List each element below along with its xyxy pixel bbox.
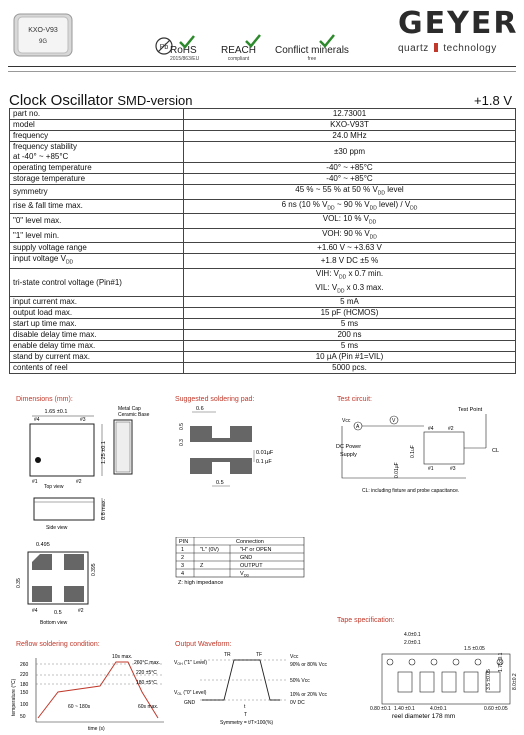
sprocket-hole	[387, 659, 393, 665]
spec-value: -40° ~ +85°C	[184, 174, 516, 185]
oscillator-photo	[8, 6, 78, 64]
spec-value: KXO-V93T	[184, 120, 516, 131]
spec-row	[10, 131, 516, 142]
cap-0p1: 0.1uF	[410, 445, 416, 458]
conflict-badge	[275, 45, 349, 62]
spec-value: VOL: 10 % $V_{DD}$	[184, 214, 516, 229]
tape-pocket	[420, 672, 434, 692]
svg-text:0.35: 0.35	[16, 578, 22, 588]
reflow-220: 220 ±5°C	[136, 670, 157, 676]
reach-label: REACH	[221, 45, 257, 56]
pin-cell: "L" (0V)	[200, 547, 219, 553]
rohs-sub: 2015/863/EU	[170, 56, 200, 62]
soldering-pad-heading: Suggested soldering pad:	[175, 396, 255, 403]
spec-value: 10 µA (Pin #1=VIL)	[184, 352, 516, 363]
wave-tr: TR	[224, 652, 231, 658]
pin-cell: OUTPUT	[240, 563, 263, 569]
tape-d9: 4.0±0.1	[430, 706, 447, 712]
voltage-label: +1.8 V	[474, 93, 512, 108]
spec-row	[10, 109, 516, 120]
dim-width: 1.65 ±0.1	[44, 409, 68, 415]
pin-cell: 3	[181, 563, 185, 569]
spec-row	[10, 214, 516, 229]
tape-d1: 4.0±0.1	[404, 632, 421, 638]
wave-tf: TF	[256, 652, 263, 658]
check-icon	[178, 34, 196, 50]
voh-label: $V_{OH}$ ("1" Level)	[174, 660, 207, 666]
spec-row	[10, 174, 516, 185]
spec-label: model	[10, 120, 184, 131]
vol-label: $V_{OL}$ ("0" Level)	[174, 690, 207, 696]
tape-d8: 1.40 ±0.1	[394, 706, 415, 712]
spec-value: VIH: $V_{DD}$ x 0.7 min. VIL: $V_{DD}$ x 0.3 max.	[184, 268, 516, 296]
spec-label: frequency	[10, 131, 184, 142]
reflow-chart	[8, 648, 168, 734]
spec-label: "1" level min.	[10, 228, 184, 243]
logo-bar-icon	[434, 43, 438, 52]
dim-pad-gap: 0.5	[54, 610, 62, 616]
sprocket-hole	[453, 659, 459, 665]
check-icon	[318, 33, 336, 49]
ammeter-icon: A	[356, 424, 360, 430]
conflict-sub: free	[307, 56, 317, 62]
pad-d1: 0.6	[196, 406, 204, 412]
reflow-180: 180 ±5°C	[136, 680, 157, 686]
tape-d6: 8.0±0.2	[512, 673, 518, 690]
spec-label: "0" level max.	[10, 214, 184, 229]
cap-c1: 0.01µF	[256, 450, 274, 456]
reel-diameter: reel diameter 178 mm	[392, 713, 456, 720]
spec-label: enable delay time max.	[10, 341, 184, 352]
page-title: Clock Oscillator SMD-version	[9, 92, 193, 109]
svg-text:#4: #4	[34, 417, 40, 423]
spec-row	[10, 185, 516, 200]
svg-text:#2: #2	[448, 426, 454, 432]
dimensions-drawing	[10, 402, 160, 632]
dim-pad-h: 0.395	[91, 563, 97, 576]
svg-text:#1: #1	[32, 479, 38, 485]
spec-row	[10, 319, 516, 330]
wave-90: 90% or 80% Vcc	[290, 662, 327, 668]
svg-text:#4: #4	[32, 608, 38, 614]
wave-0v: 0V DC	[290, 700, 305, 706]
spec-value: 5 ms	[184, 341, 516, 352]
spec-row	[10, 363, 516, 374]
spec-value: 12.73001	[184, 109, 516, 120]
pin-cell: GND	[240, 555, 253, 561]
svg-text:DD: DD	[244, 573, 250, 578]
spec-row	[10, 341, 516, 352]
spec-label: operating temperature	[10, 163, 184, 174]
spec-table	[9, 108, 516, 374]
svg-text:150: 150	[20, 690, 29, 696]
reflow-60-180: 60 ~ 180s	[68, 704, 91, 710]
pin-cell: "H" or OPEN	[240, 547, 272, 553]
tape-d2: 2.0±0.1	[404, 640, 421, 646]
side-view-label: Side view	[46, 525, 68, 531]
spec-row	[10, 352, 516, 363]
cap-c2: 0.1 µF	[256, 459, 272, 465]
spec-label: rise & fall time max.	[10, 199, 184, 214]
supply-label: Supply	[340, 452, 357, 458]
svg-text:#3: #3	[450, 466, 456, 472]
tape-drawing	[370, 628, 522, 720]
spec-row	[10, 308, 516, 319]
spec-label: part no.	[10, 109, 184, 120]
spec-row	[10, 142, 516, 163]
reflow-10s: 10s max.	[112, 654, 133, 660]
logo-subtitle: quartz technology	[398, 43, 497, 54]
sprocket-hole	[431, 659, 437, 665]
svg-text:100: 100	[20, 702, 29, 708]
spec-value: VOH: 90 % $V_{DD}$	[184, 228, 516, 243]
test-circuit-heading: Test circuit:	[337, 396, 373, 403]
test-note: CL: including fixture and probe capacitance.	[362, 488, 460, 494]
reach-sub: compliant	[227, 56, 250, 62]
svg-text:#2: #2	[76, 479, 82, 485]
spec-row	[10, 330, 516, 341]
wave-t1: t	[244, 704, 246, 710]
spec-label: output load max.	[10, 308, 184, 319]
spec-value: ±30 ppm	[184, 142, 516, 163]
spec-value: 45 % ~ 55 % at 50 % $V_{DD}$ level	[184, 185, 516, 200]
tape-d5: 3.5 ±0.05	[486, 669, 492, 690]
wave-vcc: Vcc	[290, 654, 299, 660]
spec-value: -40° ~ +85°C	[184, 163, 516, 174]
spec-label: storage temperature	[10, 174, 184, 185]
solder-pad-drawing	[172, 402, 287, 492]
spec-row	[10, 268, 516, 296]
cap-0p01: 0.01µF	[394, 462, 400, 478]
wave-sym: Symmetry = t/T×100(%)	[220, 720, 274, 726]
dim-thickness: 0.8 max.	[101, 498, 107, 520]
svg-text:260: 260	[20, 662, 29, 668]
spec-label: frequency stability at -40° ~ +85°C	[10, 142, 184, 163]
vcc-label: Vcc	[342, 418, 351, 424]
reflow-ylabel: temperature (°C)	[11, 678, 17, 716]
svg-text:220: 220	[20, 672, 29, 678]
conn-header: Connection	[236, 539, 264, 545]
reflow-heading: Reflow soldering condition:	[16, 641, 100, 648]
spec-value: 5 mA	[184, 297, 516, 308]
spec-value: 200 ns	[184, 330, 516, 341]
tape-pocket	[464, 672, 478, 692]
svg-text:#3: #3	[80, 417, 86, 423]
ceramic-base-label: Ceramic Base	[118, 412, 150, 418]
conflict-label: Conflict minerals	[275, 45, 349, 56]
spec-row	[10, 228, 516, 243]
pin-header: PIN	[179, 539, 189, 545]
spec-label: start up time max.	[10, 319, 184, 330]
tape-spec-heading: Tape specification:	[337, 617, 395, 624]
check-icon	[244, 33, 262, 49]
spec-label: tri-state control voltage (Pin#1)	[10, 268, 184, 296]
wave-gnd: GND	[184, 700, 196, 706]
geyer-logo: GEYER	[398, 6, 519, 41]
wave-50: 50% Vcc	[290, 678, 310, 684]
svg-text:#2: #2	[78, 608, 84, 614]
spec-label: input voltage $V_{DD}$	[10, 254, 184, 269]
sprocket-hole	[475, 659, 481, 665]
voltmeter-icon: V	[392, 418, 396, 424]
pin-cell: V	[240, 571, 244, 577]
dc-power-label: DC Power	[336, 444, 362, 450]
spec-row	[10, 254, 516, 269]
dimensions-heading: Dimensions (mm):	[16, 396, 73, 403]
spec-label: symmetry	[10, 185, 184, 200]
tape-pocket	[442, 672, 456, 692]
spec-row	[10, 297, 516, 308]
rohs-label: RoHS	[170, 45, 197, 56]
pin-table	[172, 537, 317, 597]
test-point-label: Test Point	[458, 407, 483, 413]
pin-cell: Z	[200, 563, 204, 569]
spec-row	[10, 120, 516, 131]
spec-value: 5 ms	[184, 319, 516, 330]
svg-text:50: 50	[20, 714, 26, 720]
header-divider	[8, 66, 516, 67]
waveform-heading: Output Waveform:	[175, 641, 232, 648]
spec-label: contents of reel	[10, 363, 184, 374]
test-circuit-drawing	[334, 402, 514, 498]
spec-value: 15 pF (HCMOS)	[184, 308, 516, 319]
top-view-label: Top view	[44, 484, 64, 490]
tape-d7: 0.80 ±0.1	[370, 706, 391, 712]
spec-value: 5000 pcs.	[184, 363, 516, 374]
svg-text:#1: #1	[428, 466, 434, 472]
spec-value: 6 ns (10 % $V_{DD}$ ~ 90 % $V_{DD}$ level) / $V_{DD}$	[184, 199, 516, 214]
spec-value: +1.8 V DC ±5 %	[184, 254, 516, 269]
reflow-peak: 260°C max.	[134, 660, 161, 666]
spec-label: stand by current max.	[10, 352, 184, 363]
tape-d4: 1.75±0.1	[498, 652, 504, 672]
dim-pad-w: 0.495	[36, 542, 50, 548]
spec-value: 24.0 MHz	[184, 131, 516, 142]
tape-d3: 1.5 ±0.05	[464, 646, 485, 652]
bottom-view-label: Bottom view	[40, 620, 68, 626]
waveform-chart	[172, 648, 337, 734]
pad-d2: 0.3	[179, 439, 185, 446]
spec-row	[10, 243, 516, 254]
metal-cap-label: Metal Cap	[118, 406, 141, 412]
sprocket-hole	[409, 659, 415, 665]
svg-text:Pb: Pb	[159, 44, 169, 51]
pad-d4: 0.5	[216, 480, 224, 486]
reflow-xlabel: time (s)	[88, 726, 105, 732]
svg-text:180: 180	[20, 682, 29, 688]
header-divider-2	[8, 71, 516, 72]
pin-cell: 4	[181, 571, 185, 577]
cl-label: CL	[492, 448, 500, 454]
wave-t: T	[244, 712, 248, 718]
spec-label: supply voltage range	[10, 243, 184, 254]
tape-d10: 0.60 ±0.05	[484, 706, 508, 712]
svg-text:#4: #4	[428, 426, 434, 432]
spec-row	[10, 163, 516, 174]
chip-label-2: 9G	[38, 39, 48, 45]
chip-label-1: KXO-V93	[28, 27, 58, 34]
spec-value: +1.60 V ~ +3.63 V	[184, 243, 516, 254]
svg-text:0.5: 0.5	[179, 423, 185, 430]
wave-10: 10% or 20% Vcc	[290, 692, 327, 698]
tape-pocket	[398, 672, 412, 692]
spec-label: input current max.	[10, 297, 184, 308]
pin-note: Z: high impedance	[178, 580, 224, 586]
spec-row	[10, 199, 516, 214]
pin-cell: 1	[181, 547, 185, 553]
spec-label: disable delay time max.	[10, 330, 184, 341]
dim-height: 1.25 ±0.1	[101, 441, 107, 464]
reflow-60max: 60s max.	[138, 704, 159, 710]
pin-cell: 2	[181, 555, 185, 561]
